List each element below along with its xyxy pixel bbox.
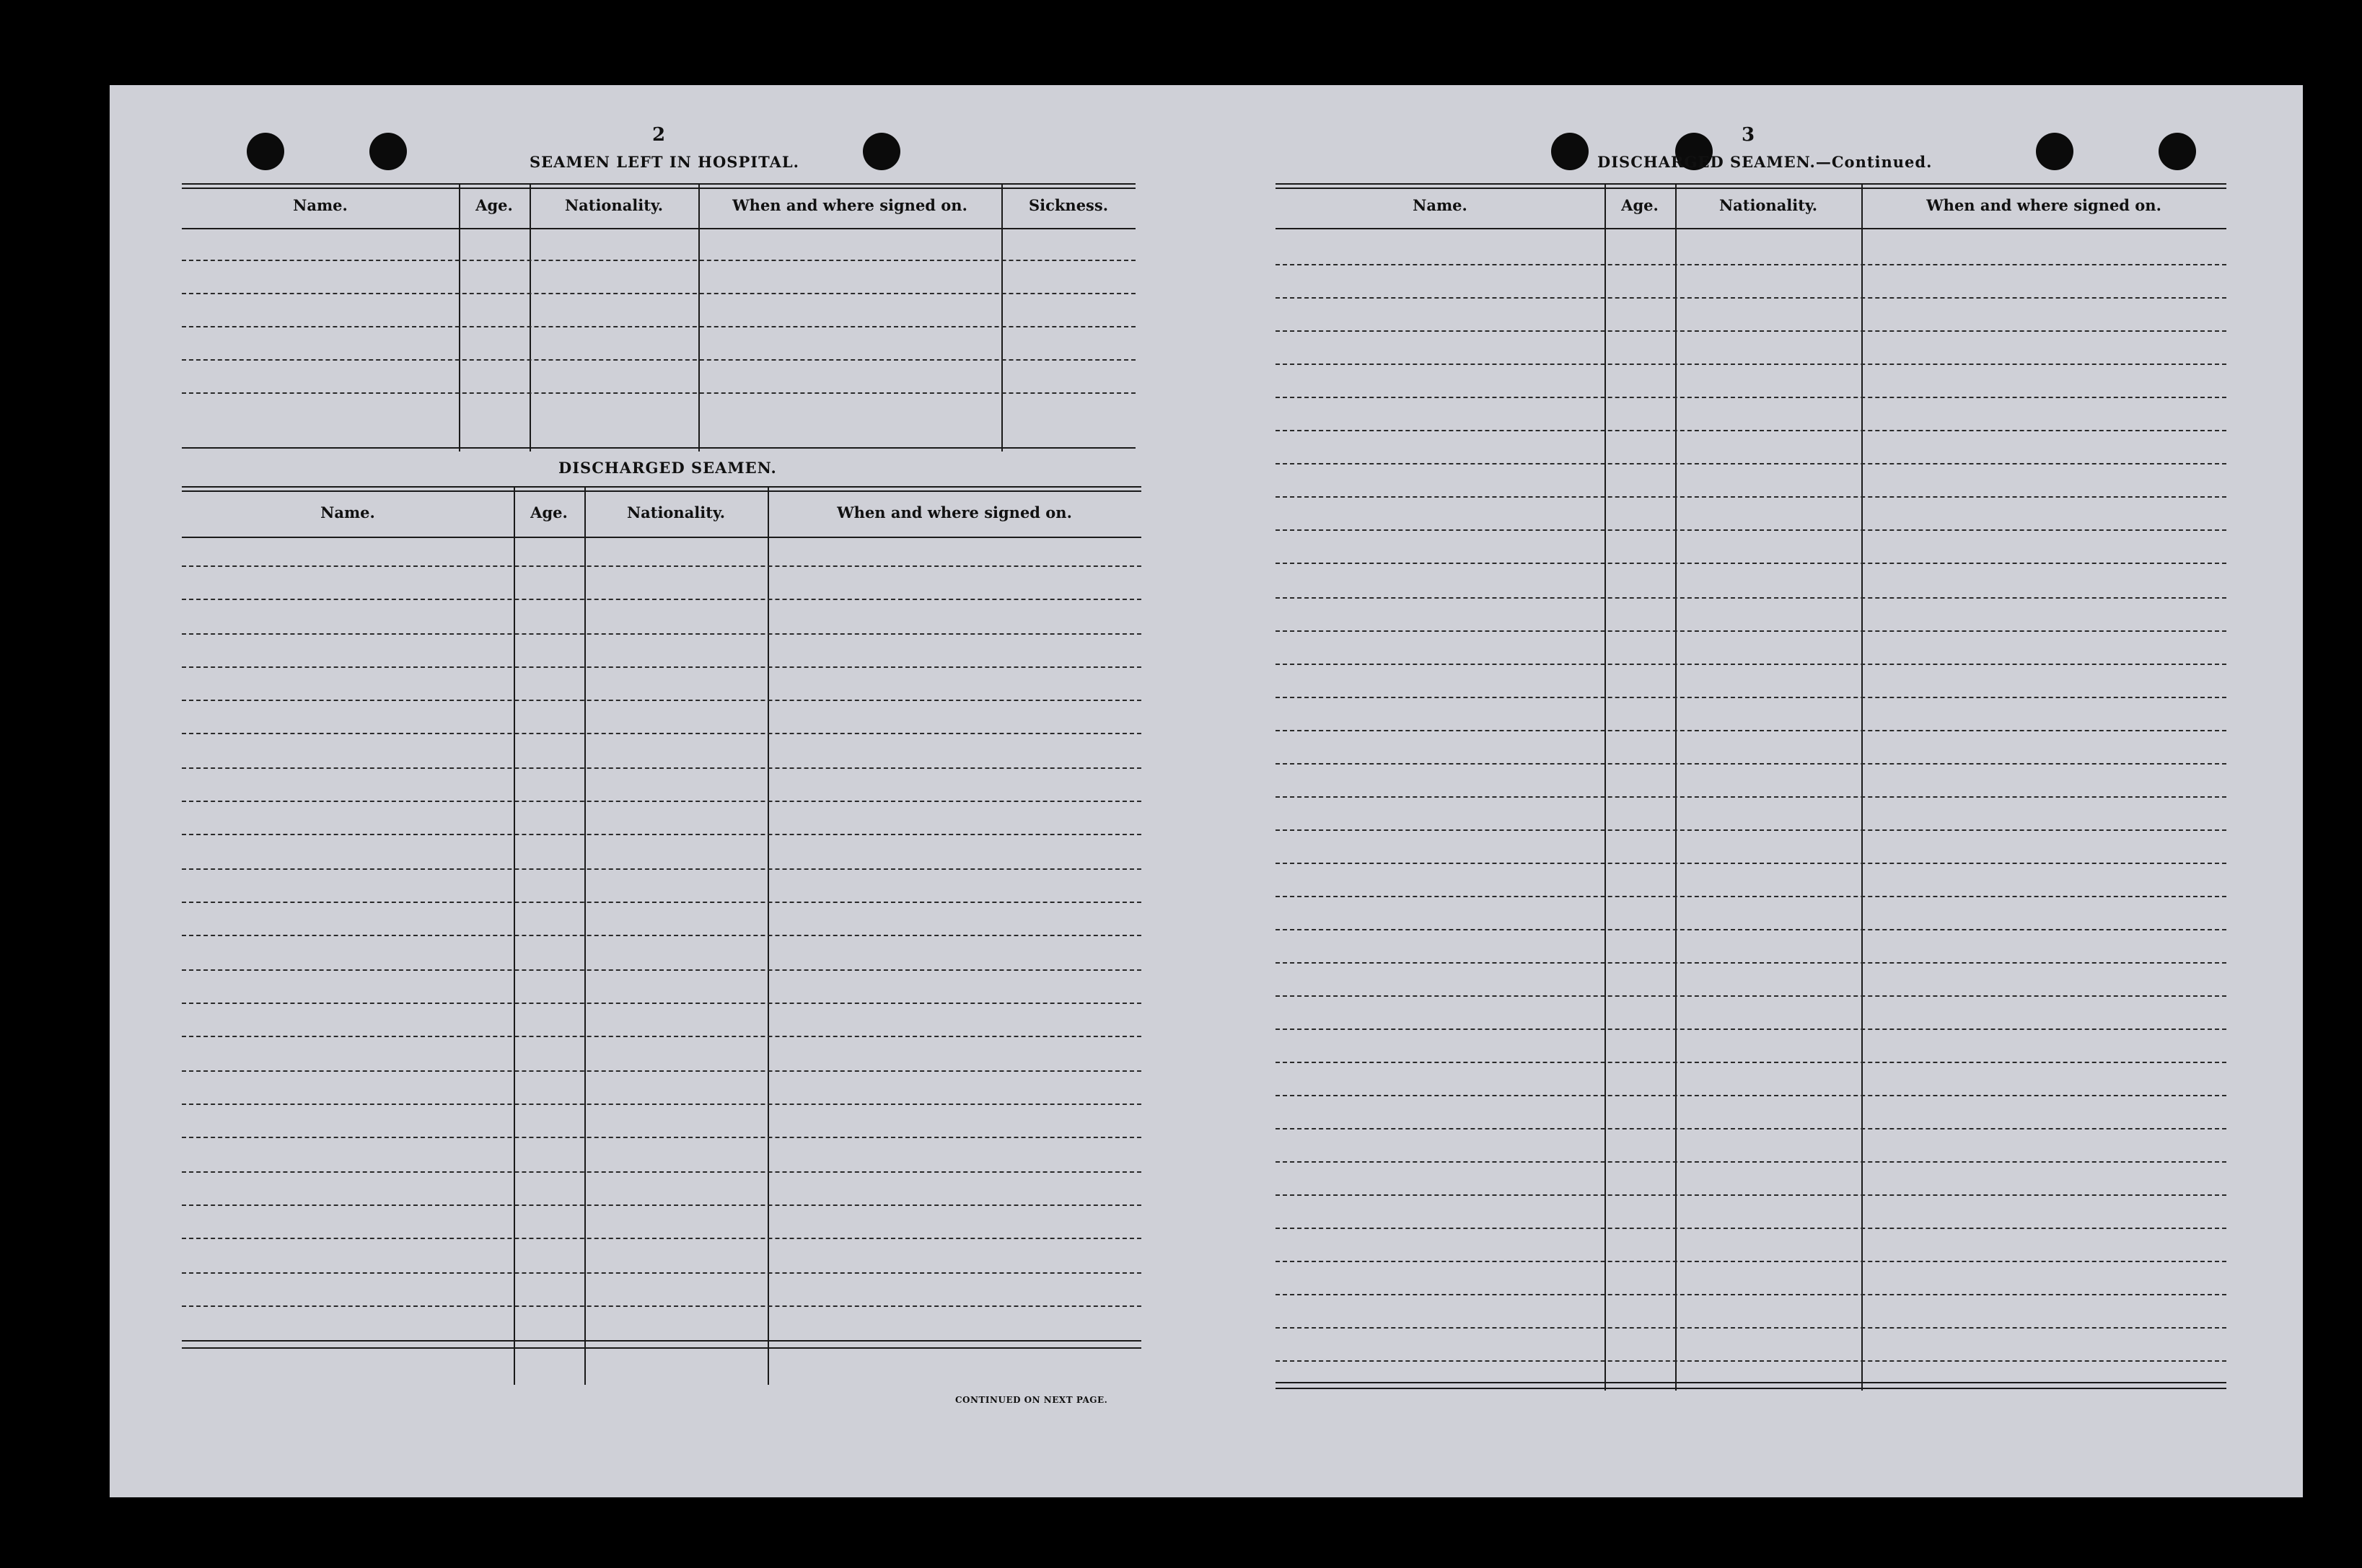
page-number-right: 3	[1742, 124, 1755, 146]
discharged-table-right	[1276, 183, 2226, 1391]
column-header: Age.	[530, 503, 568, 521]
punch-hole	[863, 133, 900, 170]
column-header: Nationality.	[1718, 196, 1818, 214]
column-header: Name.	[1413, 196, 1467, 214]
column-header: When and where signed on.	[837, 503, 1072, 521]
discharged-section-title: DISCHARGED SEAMEN.	[558, 459, 777, 477]
continued-note: CONTINUED ON NEXT PAGE.	[955, 1395, 1108, 1405]
punch-hole	[369, 133, 407, 170]
column-header: Name.	[293, 196, 348, 214]
column-header: Sickness.	[1028, 196, 1109, 214]
discharged-continued-title: DISCHARGED SEAMEN.—Continued.	[1597, 153, 1933, 171]
hospital-table	[182, 183, 1136, 452]
column-header: Nationality.	[564, 196, 664, 214]
hospital-section-title: SEAMEN LEFT IN HOSPITAL.	[530, 153, 799, 171]
column-header: Name.	[320, 503, 375, 521]
punch-hole	[2036, 133, 2073, 170]
column-header: When and where signed on.	[732, 196, 967, 214]
discharged-table-left	[182, 486, 1141, 1385]
punch-hole	[2159, 133, 2196, 170]
punch-hole	[247, 133, 284, 170]
column-header: Nationality.	[626, 503, 726, 521]
column-header: Age.	[1621, 196, 1659, 214]
page-number-left: 2	[652, 124, 666, 146]
punch-hole	[1551, 133, 1589, 170]
column-header: Age.	[475, 196, 513, 214]
column-header: When and where signed on.	[1926, 196, 2161, 214]
document-sheet	[110, 85, 2303, 1497]
